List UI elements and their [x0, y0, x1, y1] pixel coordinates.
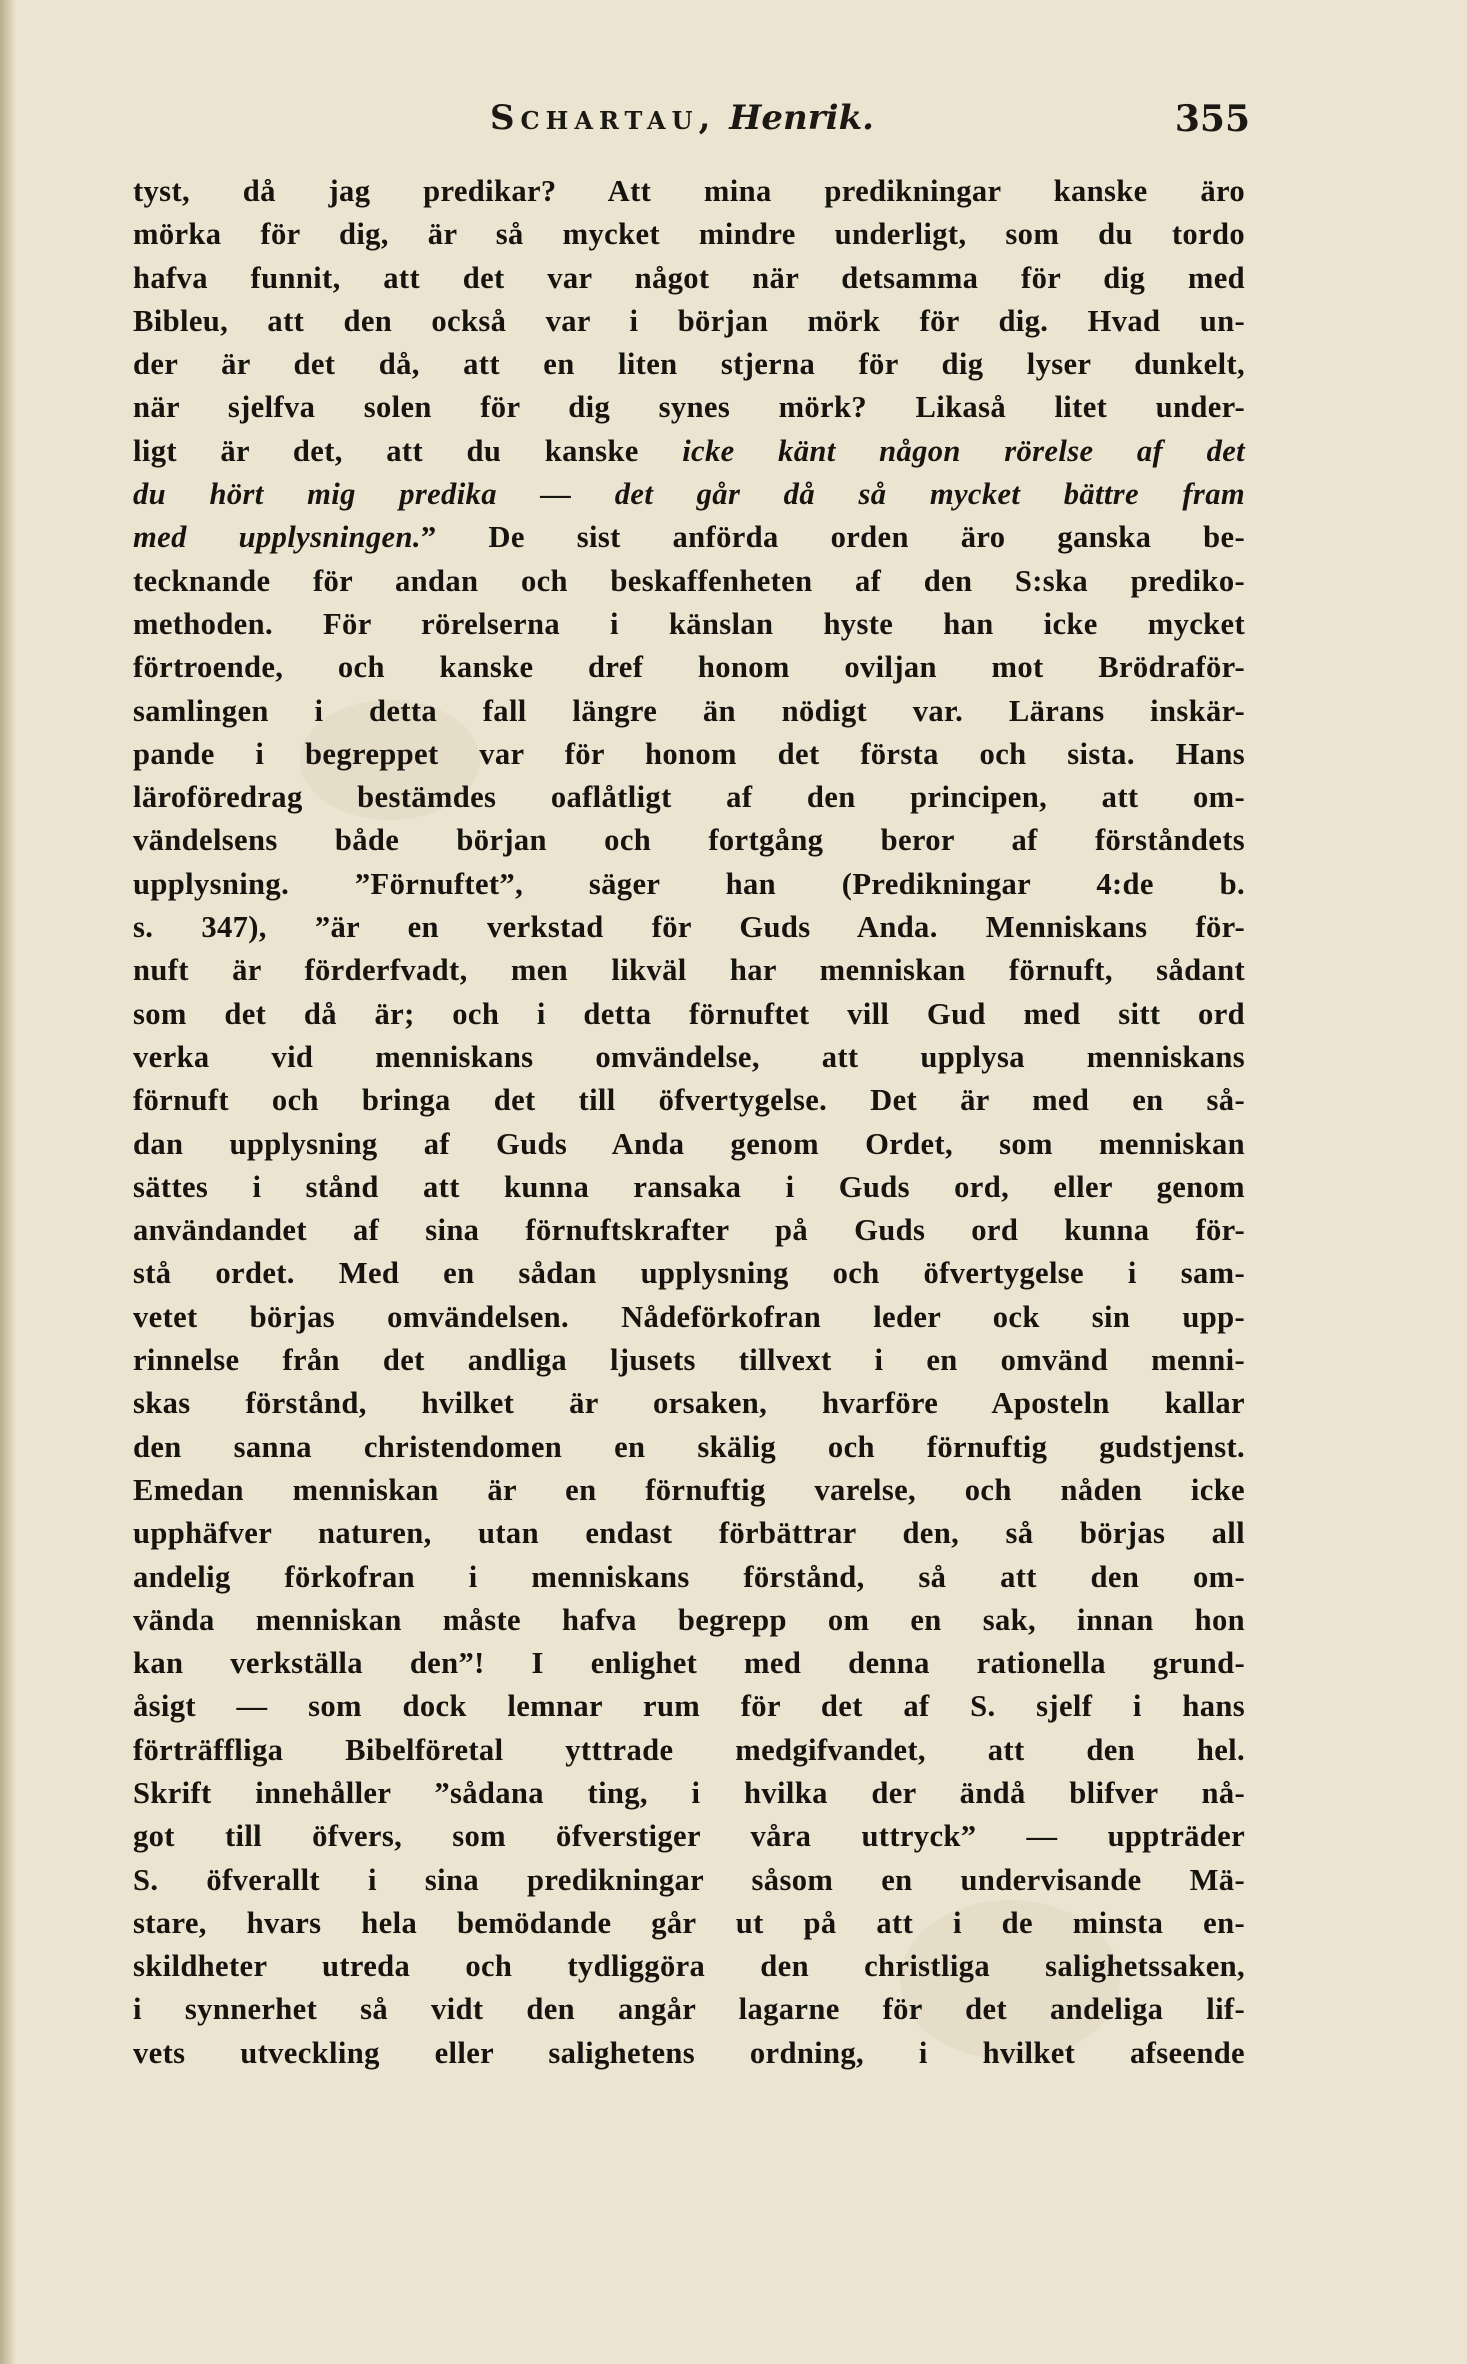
- text-segment: den sanna christendomen en skälig och förnuftig gudstjenst.: [133, 1429, 1245, 1464]
- text-segment: got till öfvers, som öfverstiger våra uttryck” — uppträder: [133, 1819, 1245, 1854]
- text-line: [133, 386, 1245, 429]
- text-segment: verka vid menniskans omvändelse, att upplysa menniskans: [133, 1039, 1245, 1074]
- text-segment: mörka för dig, är så mycket mindre underligt, som du tordo: [133, 217, 1245, 252]
- text-segment: rinnelse från det andliga ljusets tillvext i en omvänd menni-: [133, 1343, 1245, 1378]
- text-segment: s. 347), ”är en verkstad för Guds Anda. Menniskans för-: [133, 910, 1245, 945]
- text-segment: förnuft och bringa det till öfvertygelse. Det är med en så-: [133, 1083, 1245, 1118]
- text-line: [133, 1642, 1245, 1685]
- text-segment: andelig förkofran i menniskans förstånd, så att den om-: [133, 1559, 1245, 1594]
- text-line: [133, 603, 1245, 646]
- text-line: [133, 1426, 1245, 1469]
- text-line: [133, 1296, 1245, 1339]
- text-line: [133, 300, 1245, 343]
- text-segment: upplysning. ”Förnuftet”, säger han (Predikningar 4:de b.: [133, 866, 1245, 901]
- text-line: [133, 2032, 1245, 2075]
- text-segment: förträffliga Bibelföretal ytttrade medgifvandet, att den hel.: [133, 1732, 1245, 1767]
- text-segment: ” De sist anförda orden äro ganska be-: [420, 520, 1245, 555]
- text-segment: hafva funnit, att det var något när detsamma för dig med: [133, 260, 1245, 295]
- text-line: [133, 170, 1245, 213]
- text-line: [133, 430, 1245, 473]
- text-segment: pande i begreppet var för honom det första och sista. Hans: [133, 736, 1245, 771]
- text-line: [133, 1036, 1245, 1079]
- text-segment: methoden. För rörelserna i känslan hyste han icke mycket: [133, 606, 1245, 641]
- page-header: [130, 98, 1250, 148]
- text-segment: vändelsens både början och fortgång beror af förståndets: [133, 823, 1245, 858]
- text-line: [133, 560, 1245, 603]
- text-line: [133, 819, 1245, 862]
- italic-text-segment: icke känt någon rörelse af det: [682, 433, 1246, 468]
- running-head-surname: Schartau,: [490, 98, 717, 138]
- italic-text-segment: med upplysningen.: [133, 520, 421, 555]
- text-line: [133, 213, 1245, 256]
- text-line: [133, 1945, 1245, 1988]
- text-segment: läroföredrag bestämdes oaflåtligt af den principen, att om-: [133, 780, 1245, 815]
- text-line: [133, 949, 1245, 992]
- text-line: [133, 1512, 1245, 1555]
- text-segment: tyst, då jag predikar? Att mina predikningar kanske äro: [133, 174, 1245, 208]
- text-segment: åsigt — som dock lemnar rum för det af S. sjelf i hans: [133, 1689, 1245, 1724]
- text-segment: användandet af sina förnuftskrafter på Guds ord kunna för-: [133, 1213, 1245, 1248]
- text-line: [133, 1079, 1245, 1122]
- text-segment: ligt är det, att du kanske: [133, 433, 683, 468]
- text-segment: förtroende, och kanske dref honom oviljan mot Brödraför-: [133, 650, 1245, 685]
- text-segment: när sjelfva solen för dig synes mörk? Likaså litet under-: [133, 390, 1245, 425]
- text-line: [133, 516, 1245, 559]
- text-segment: Skrift innehåller ”sådana ting, i hvilka der ändå blifver nå-: [133, 1775, 1245, 1810]
- text-segment: upphäfver naturen, utan endast förbättrar den, så börjas all: [133, 1516, 1245, 1551]
- text-line: [133, 343, 1245, 386]
- text-line: [133, 776, 1245, 819]
- page-number: 355: [1174, 98, 1250, 140]
- text-line: [133, 1469, 1245, 1512]
- text-segment: sättes i stånd att kunna ransaka i Guds ord, eller genom: [133, 1169, 1245, 1204]
- text-segment: der är det då, att en liten stjerna för dig lyser dunkelt,: [133, 347, 1245, 382]
- text-line: [133, 1859, 1245, 1902]
- text-line: [133, 1685, 1245, 1728]
- text-segment: stare, hvars hela bemödande går ut på att i de minsta en-: [133, 1905, 1245, 1940]
- text-line: [133, 1988, 1245, 2031]
- text-line: [133, 1123, 1245, 1166]
- italic-text-segment: du hört mig predika — det går då så mycket bättre fram: [133, 477, 1245, 512]
- text-segment: samlingen i detta fall längre än nödigt var. Lärans inskär-: [133, 693, 1245, 728]
- text-segment: kan verkställa den”! I enlighet med denna rationella grund-: [133, 1646, 1245, 1681]
- text-line: [133, 473, 1245, 516]
- text-line: [133, 690, 1245, 733]
- text-segment: i synnerhet så vidt den angår lagarne för det andeliga lif-: [133, 1992, 1245, 2027]
- text-segment: vända menniskan måste hafva begrepp om en sak, innan hon: [133, 1602, 1245, 1637]
- text-line: [133, 1339, 1245, 1382]
- text-segment: nuft är förderfvadt, men likväl har menniskan förnuft, sådant: [133, 953, 1245, 988]
- text-line: [133, 1729, 1245, 1772]
- body-text: [133, 170, 1245, 2075]
- text-line: [133, 1599, 1245, 1642]
- text-line: [133, 993, 1245, 1036]
- text-line: [133, 1252, 1245, 1295]
- text-segment: som det då är; och i detta förnuftet vill Gud med sitt ord: [133, 996, 1245, 1031]
- text-segment: vets utveckling eller salighetens ordning, i hvilket afseende: [133, 2035, 1245, 2070]
- text-segment: Emedan menniskan är en förnuftig varelse, och nåden icke: [133, 1472, 1245, 1507]
- text-segment: vetet börjas omvändelsen. Nådeförkofran leder ock sin upp-: [133, 1299, 1245, 1334]
- text-line: [133, 1166, 1245, 1209]
- text-segment: skildheter utreda och tydliggöra den christliga salighetssaken,: [133, 1949, 1245, 1984]
- text-line: [133, 733, 1245, 776]
- text-segment: tecknande för andan och beskaffenheten af den S:ska prediko-: [133, 563, 1245, 598]
- running-head-forename: Henrik.: [729, 98, 874, 138]
- text-line: [133, 1902, 1245, 1945]
- text-line: [133, 1382, 1245, 1425]
- text-line: [133, 646, 1245, 689]
- text-line: [133, 863, 1245, 906]
- text-line: [133, 257, 1245, 300]
- text-segment: stå ordet. Med en sådan upplysning och öfvertygelse i sam-: [133, 1256, 1245, 1291]
- text-line: [133, 1815, 1245, 1858]
- text-line: [133, 1772, 1245, 1815]
- text-segment: dan upplysning af Guds Anda genom Ordet, som menniskan: [133, 1126, 1245, 1161]
- text-segment: skas förstånd, hvilket är orsaken, hvarföre Aposteln kallar: [133, 1386, 1245, 1421]
- page-gutter-edge: [0, 0, 16, 2364]
- text-line: [133, 906, 1245, 949]
- text-line: [133, 1209, 1245, 1252]
- text-line: [133, 1556, 1245, 1599]
- running-head: [490, 98, 874, 138]
- text-segment: S. öfverallt i sina predikningar såsom en undervisande Mä-: [133, 1862, 1245, 1897]
- text-segment: Bibleu, att den också var i början mörk för dig. Hvad un-: [133, 303, 1245, 338]
